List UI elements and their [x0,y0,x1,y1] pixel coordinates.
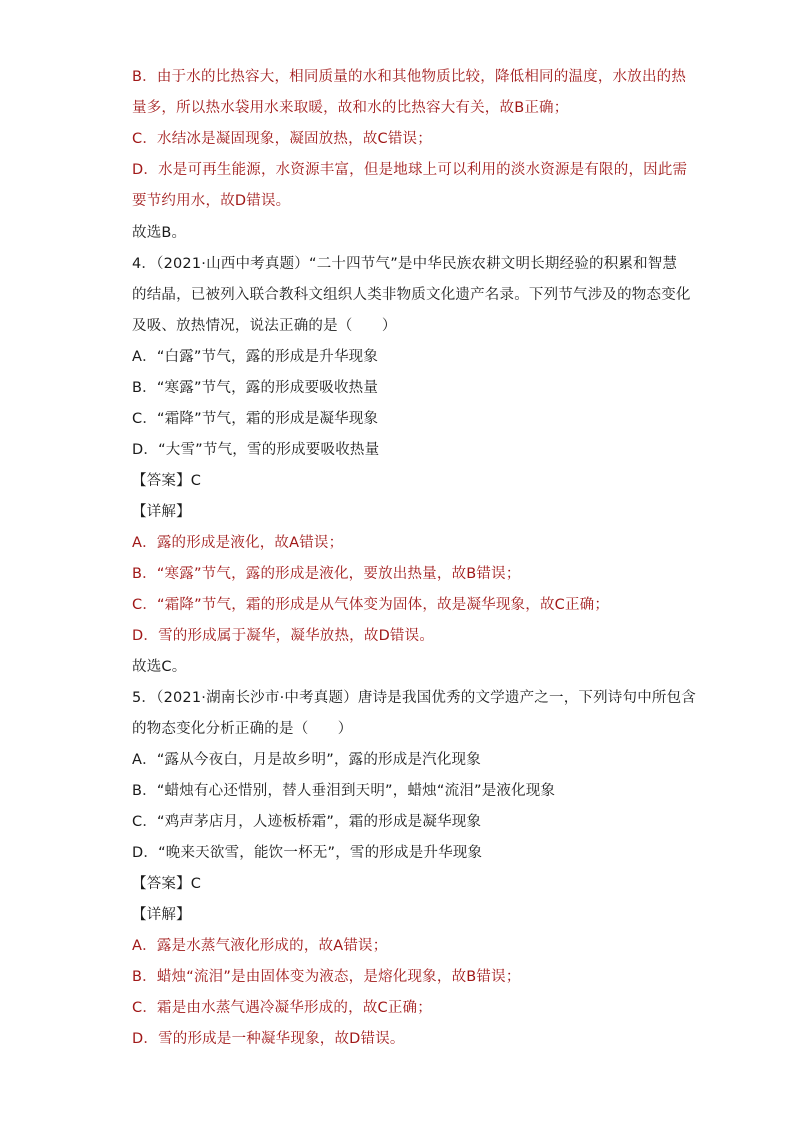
text-line: A．露的形成是液化，故A错误； [132,535,344,551]
text-line: 故选C。 [132,659,187,675]
text-line: 量多，所以热水袋用水来取暖，故和水的比热容大有关，故B正确； [132,100,569,116]
text-line: B．“寒露”节气，露的形成是液化，要放出热量，故B错误； [132,566,521,582]
explanation-label: 【详解】 [132,504,191,520]
option-c: C．“鸡声茅店月，人迹板桥霜”，霜的形成是凝华现象 [132,814,482,830]
question-text: 的结晶，已被列入联合教科文组织人类非物质文化遗产名录。下列节气涉及的物态变化 [132,287,691,303]
text-line: B．由于水的比热容大，相同质量的水和其他物质比较，降低相同的温度，水放出的热 [132,69,687,85]
option-a: A．“白露”节气，露的形成是升华现象 [132,349,379,365]
text-line: B．蜡烛“流泪”是由固体变为液态，是熔化现象，故B错误； [132,969,521,985]
option-d: D．“晚来天欲雪，能饮一杯无”，雪的形成是升华现象 [132,845,483,861]
option-a: A．“露从今夜白，月是故乡明”，露的形成是汽化现象 [132,752,481,768]
explanation-label: 【详解】 [132,907,191,923]
question-text: 5．（2021·湖南长沙市·中考真题）唐诗是我国优秀的文学遗产之一，下列诗句中所包含 [132,690,696,706]
text-line: 要节约用水，故D错误。 [132,193,291,209]
text-line: C．“霜降”节气，霜的形成是从气体变为固体，故是凝华现象，故C正确； [132,597,610,613]
text-line: A．露是水蒸气液化形成的，故A错误； [132,938,388,954]
option-c: C．“霜降”节气，霜的形成是凝华现象 [132,411,379,427]
option-b: B．“蜡烛有心还惜别，替人垂泪到天明”，蜡烛“流泪”是液化现象 [132,783,556,799]
question-text: 的物态变化分析正确的是（ ） [132,721,353,737]
question-text: 及吸、放热情况，说法正确的是（ ） [132,318,397,334]
answer-label: 【答案】C [132,473,202,489]
text-line: C．水结冰是凝固现象，凝固放热，故C错误； [132,131,432,147]
text-line: C．霜是由水蒸气遇冷凝华形成的，故C正确； [132,1000,432,1016]
option-b: B．“寒露”节气，露的形成要吸收热量 [132,380,379,396]
text-line: D．水是可再生能源，水资源丰富，但是地球上可以利用的淡水资源是有限的，因此需 [132,162,688,178]
answer-label: 【答案】C [132,876,202,892]
text-line: 故选B。 [132,225,187,241]
text-line: D．雪的形成属于凝华，凝华放热，故D错误。 [132,628,435,644]
text-line: D．雪的形成是一种凝华现象，故D错误。 [132,1031,405,1047]
option-d: D．“大雪”节气，雪的形成要吸收热量 [132,442,380,458]
question-text: 4．（2021·山西中考真题）“二十四节气”是中华民族农耕文明长期经验的积累和智慧 [132,256,678,272]
